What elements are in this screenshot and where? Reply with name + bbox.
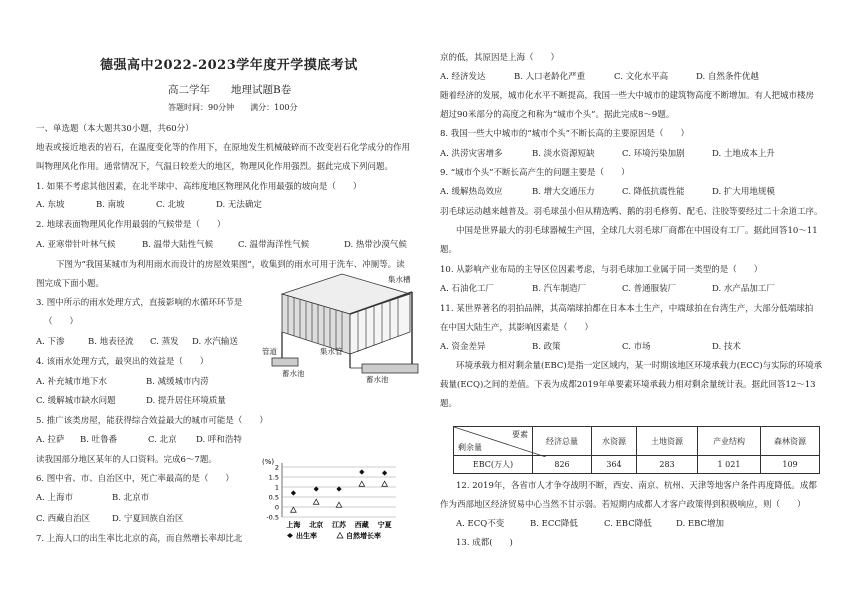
legend-birth-rate-marker	[287, 533, 293, 538]
question-11-option-b[interactable]: B. 政策	[532, 342, 561, 352]
paragraph-city-height-a: 随着经济的发展，城市化水平不断提高，我国一些大中城市的建筑物高度不断增加。有人把城市楼房	[440, 91, 815, 101]
question-11-option-a[interactable]: A. 资金差异	[440, 342, 486, 352]
question-8: 8. 我国一些大中城市的“城市个头”不断长高的主要原因是（ ）	[440, 129, 690, 139]
chart-xtick-label: 北京	[309, 521, 324, 529]
paragraph-ebc-b: 载量(ECQ)之间的差值。下表为成都2019年单要素环境承载力相对剩余量统计表。据此回答12～13	[440, 380, 816, 390]
question-9: 9. “城市个头”不断长高产生的问题主要是（ ）	[440, 168, 630, 178]
question-6-option-c[interactable]: C. 西藏自治区	[36, 514, 91, 524]
question-6-option-a[interactable]: A. 上海市	[36, 493, 74, 503]
intro-paragraph-1b: 叫物理风化作用。通常情况下，气温日较差大的地区，物理风化作用强烈。据此完成下列问题。	[36, 162, 394, 172]
question-10-option-a[interactable]: A. 石油化工厂	[440, 284, 495, 294]
question-2: 2. 地球表面物理风化作用最弱的气候带是（ ）	[36, 220, 226, 230]
table-header: 水资源	[592, 427, 637, 456]
intro-paragraph-1: 地表或接近地表的岩石，在温度变化等的作用下，在原地发生机械破碎而不改变岩石化学成分的作用	[36, 143, 411, 153]
question-7-option-d[interactable]: D. 自然条件优越	[696, 72, 759, 82]
question-2-option-a[interactable]: A. 亚寒带针叶林气候	[36, 240, 116, 250]
question-1-option-c[interactable]: C. 北坡	[156, 200, 185, 210]
chart-xtick-label: 上海	[286, 521, 301, 529]
question-3-option-a[interactable]: A. 下渗	[36, 337, 65, 347]
question-10-option-c[interactable]: C. 普通服装厂	[622, 284, 677, 294]
paragraph-ebc-c: 题。	[440, 399, 458, 409]
chart-point-growth-rate	[382, 481, 388, 486]
question-6-option-d[interactable]: D. 宁夏回族自治区	[112, 514, 184, 524]
question-11-a: 11. 某世界著名的羽拍品牌，其高端球拍都在日本本土生产，中端球拍在台湾生产，大部分低端球拍	[440, 304, 814, 314]
question-9-option-d[interactable]: D. 扩大用地规模	[712, 187, 775, 197]
question-3-paren: （ ）	[44, 317, 79, 327]
question-6: 6. 图中省、市、自治区中，死亡率最高的是（ ）	[36, 474, 234, 484]
chart-point-growth-rate	[291, 507, 297, 512]
label-storage-pool-1: 蓄水池	[282, 369, 305, 378]
table-corner-bottom: 剩余量	[458, 443, 482, 452]
chart-point-growth-rate	[359, 481, 365, 486]
label-storage-pool-2: 蓄水池	[366, 375, 389, 384]
question-6-option-b[interactable]: B. 北京市	[112, 493, 150, 503]
chart-point-birth-rate	[291, 490, 296, 495]
question-2-option-c[interactable]: C. 温带海洋性气候	[238, 240, 310, 250]
question-12-b: 作为西部地区经济贸易中心当然不甘示弱。若短期内成都人才客户政策得到积极响应，则（ ）	[440, 500, 806, 510]
ebc-table	[453, 426, 820, 474]
table-corner-top: 要素	[512, 430, 528, 439]
question-7-option-a[interactable]: A. 经济发达	[440, 72, 486, 82]
question-9-option-a[interactable]: A. 缓解热岛效应	[440, 187, 503, 197]
chart-ytick-label: 0.5	[268, 493, 279, 502]
question-4-option-b[interactable]: B. 减缓城市内涝	[146, 377, 209, 387]
table-header: 土地资源	[637, 427, 698, 456]
label-pipe: 管道	[262, 347, 277, 356]
paragraph-badminton-c: 题。	[440, 245, 458, 255]
paragraph-ebc-a: 环境承载力相对剩余量(EBC)是指一定区域内，某一时期该地区环境承载力(ECC)与实际的环境承	[456, 361, 823, 371]
chart-point-birth-rate	[382, 470, 387, 475]
question-12-option-c[interactable]: C. EBC降低	[604, 519, 652, 529]
question-12-option-a[interactable]: A. ECQ不变	[456, 519, 505, 529]
question-4-option-a[interactable]: A. 补充城市地下水	[36, 377, 108, 387]
question-4-option-c[interactable]: C. 缓解城市缺水问题	[36, 396, 116, 406]
exam-info: 答题时间：90分钟 满分：100分	[168, 103, 298, 112]
table-header: 森林资源	[761, 427, 820, 456]
question-11-option-c[interactable]: C. 市场	[622, 342, 651, 352]
question-9-option-c[interactable]: C. 降低抗震性能	[622, 187, 685, 197]
question-5-option-a[interactable]: A. 拉萨	[36, 435, 65, 445]
legend-birth-rate-label: 出生率	[296, 532, 317, 540]
chart-point-birth-rate	[359, 469, 364, 474]
question-10-option-d[interactable]: D. 水产品加工厂	[712, 284, 775, 294]
question-12-option-b[interactable]: B. ECC降低	[530, 519, 578, 529]
chart-unit: (%)	[262, 458, 275, 466]
question-12-option-d[interactable]: D. EBC增加	[676, 519, 725, 529]
table-cell: 1 021	[698, 456, 761, 474]
question-5-option-d[interactable]: D. 呼和浩特	[196, 435, 242, 445]
chart-ytick-label: 2	[274, 463, 279, 472]
chart-point-growth-rate	[336, 502, 342, 507]
question-3-option-c[interactable]: C. 蒸发	[150, 337, 179, 347]
question-8-option-b[interactable]: B. 淡水资源短缺	[532, 149, 595, 159]
chart-ytick-label: 1	[274, 483, 279, 492]
question-8-option-a[interactable]: A. 洪涝灾害增多	[440, 149, 503, 159]
intro-paragraph-3: 读我国部分地区某年的人口资料。完成6～7题。	[36, 455, 217, 465]
question-5: 5. 推广该类房屋，能获得综合效益最大的城市可能是（ ）	[36, 416, 268, 426]
chart-xtick-label: 江苏	[332, 521, 346, 529]
question-3: 3. 图中所示的雨水处理方式，直接影响的水循环环节是	[36, 298, 243, 308]
paragraph-city-height-b: 超过90米部分的高度之和称为“城市个头”。据此完成8～9题。	[440, 110, 675, 120]
table-cell: 283	[637, 456, 698, 474]
intro-paragraph-2: 下图为“我国某城市为利用雨水而设计的房屋效果图”，收集到的雨水可用于洗车、冲厕等。读	[56, 260, 405, 270]
question-12-a: 12. 2019年，各省市人才争夺战明不断，西安、南京、杭州、天津等地客户条件再度降低。成都	[456, 481, 817, 491]
question-3-option-b[interactable]: B. 地表径流	[88, 337, 134, 347]
legend-growth-rate-marker	[337, 533, 343, 539]
question-11-b: 在中国大陆生产，其影响因素是（ ）	[440, 323, 594, 333]
chart-ytick-label: 0	[274, 503, 279, 512]
question-8-option-c[interactable]: C. 环境污染加剧	[622, 149, 685, 159]
legend-growth-rate-label: 自然增长率	[346, 532, 381, 540]
question-13: 13. 成都( )	[456, 538, 513, 548]
question-7-continued: 京的低，其原因是上海（ ）	[440, 53, 560, 63]
exam-title: 德强高中2022-2023学年度开学摸底考试	[100, 58, 358, 73]
question-10: 10. 从影响产业布局的主导区位因素考虑，与羽毛球加工业属于同一类型的是（ ）	[440, 265, 763, 275]
question-1-option-d[interactable]: D. 无法确定	[216, 200, 262, 210]
question-1: 1. 如果不考虑其他因素，在北半球中、高纬度地区物理风化作用最强的坡向是（ ）	[36, 182, 362, 192]
question-1-option-b[interactable]: B. 南坡	[96, 200, 125, 210]
label-collection-pipe: 集水管	[320, 347, 343, 356]
section-heading: 一、单选题（本大题共30小题，共60分）	[36, 124, 194, 134]
question-8-option-d[interactable]: D. 土地成本上升	[712, 149, 775, 159]
exam-subtitle: 高二学年 地理试题B卷	[168, 84, 292, 96]
question-4-option-d[interactable]: D. 提升居住环境质量	[146, 396, 226, 406]
table-row-label: EBC(万人)	[454, 456, 533, 474]
paragraph-badminton-b: 中国是世界最大的羽毛球器械生产国，全球几大羽毛球厂商都在中国设有工厂。据此回答10～11	[456, 226, 818, 236]
question-11-option-d[interactable]: D. 技术	[712, 342, 741, 352]
population-chart	[256, 455, 406, 545]
rainwater-house-diagram	[262, 272, 424, 384]
question-5-option-c[interactable]: C. 北京	[148, 435, 177, 445]
chart-xtick-label: 西藏	[354, 521, 369, 529]
question-7-option-c[interactable]: C. 文化水平高	[614, 72, 669, 82]
table-cell: 826	[533, 456, 592, 474]
paragraph-badminton-a: 羽毛球运动越来越普及。羽毛球虽小但从精选鸭、鹅的羽毛修剪、配毛、注胶等要经过二十余道工序。	[440, 207, 823, 217]
chart-ytick-label: 1.5	[268, 473, 279, 482]
intro-paragraph-2b: 图完成下面小题。	[36, 279, 105, 289]
table-header: 产业结构	[698, 427, 761, 456]
table-cell: 109	[761, 456, 820, 474]
question-10-option-b[interactable]: B. 汽车制造厂	[532, 284, 587, 294]
question-3-option-d[interactable]: D. 水汽输送	[192, 337, 238, 347]
question-2-option-b[interactable]: B. 温带大陆性气候	[142, 240, 214, 250]
question-1-option-a[interactable]: A. 东坡	[36, 200, 65, 210]
chart-xtick-label: 宁夏	[377, 521, 392, 529]
chart-ytick-label: -0.5	[266, 513, 279, 522]
table-header: 经济总量	[533, 427, 592, 456]
question-9-option-b[interactable]: B. 增大交通压力	[532, 187, 595, 197]
chart-point-growth-rate	[313, 499, 319, 504]
question-7-option-b[interactable]: B. 人口老龄化严重	[514, 72, 586, 82]
question-5-option-b[interactable]: B. 吐鲁番	[80, 435, 118, 445]
table-corner-cell	[454, 427, 533, 456]
label-gutter: 集水槽	[388, 275, 411, 284]
table-cell: 364	[592, 456, 637, 474]
question-7: 7. 上海人口的出生率比北京的高，而自然增长率却比北	[36, 534, 243, 544]
question-4: 4. 该雨水处理方式，最突出的效益是（ ）	[36, 357, 209, 367]
question-2-option-d[interactable]: D. 热带沙漠气候	[344, 240, 407, 250]
